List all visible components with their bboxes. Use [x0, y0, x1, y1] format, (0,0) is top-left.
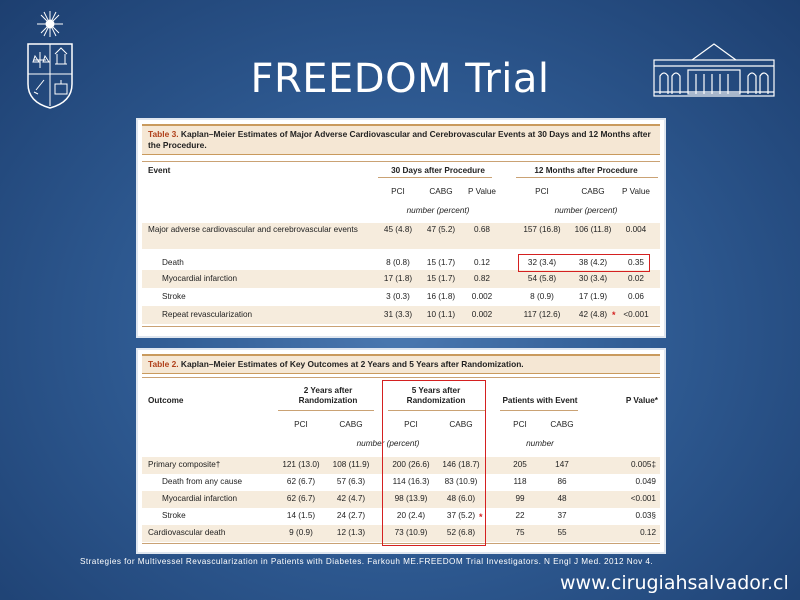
cell-cabg5: 48 (6.0) — [446, 494, 476, 503]
cell-cabg30: 16 (1.8) — [426, 292, 456, 301]
cell-cabg2: 24 (2.7) — [336, 511, 366, 520]
table-3-name: Table 3. — [148, 129, 179, 139]
group-header-5-years: 5 Years after Randomization — [406, 386, 466, 405]
cell-cabg30: 47 (5.2) — [426, 225, 456, 234]
cell-npci: 99 — [515, 494, 525, 503]
table-3-header-band — [142, 124, 660, 155]
highlight-box-death-12-months — [518, 254, 650, 272]
column-header-p12: P Value — [622, 187, 650, 196]
table-3-caption-text: Kaplan–Meier Estimates of Major Adverse Cardiovascular and Cerebrovascular Events at 30 Days and 12 Months after the Procedure. — [148, 129, 651, 150]
unit-label-number: number — [526, 439, 554, 448]
column-header-p30: P Value — [468, 187, 496, 196]
cell-p12: 0.02 — [628, 274, 644, 283]
annotation-star: * — [612, 310, 616, 320]
annotation-star: * — [479, 512, 483, 522]
cell-cabg5: 52 (6.8) — [446, 528, 476, 537]
table-2-caption — [142, 356, 660, 373]
row-label: Primary composite† — [148, 460, 221, 469]
cell-cabg12: 17 (1.9) — [578, 292, 608, 301]
row-label: Death from any cause — [162, 477, 243, 486]
cell-p30: 0.002 — [471, 310, 493, 319]
row-label: Stroke — [162, 511, 186, 520]
cell-p: 0.12 — [640, 528, 656, 537]
cell-cabg30: 15 (1.7) — [426, 258, 456, 267]
cell-cabg12: 106 (11.8) — [574, 225, 612, 234]
column-header-npci: PCI — [513, 420, 527, 429]
cell-p30: 0.12 — [474, 258, 490, 267]
row-label: Stroke — [162, 292, 186, 301]
cell-pci5: 200 (26.6) — [392, 460, 430, 469]
cell-cabg30: 15 (1.7) — [426, 274, 456, 283]
cell-p30: 0.002 — [471, 292, 493, 301]
cell-ncabg: 48 — [557, 494, 567, 503]
cell-pci12: 54 (5.8) — [527, 274, 557, 283]
column-header-cabg12: CABG — [581, 187, 605, 196]
cell-pci5: 20 (2.4) — [396, 511, 426, 520]
cell-ncabg: 55 — [557, 528, 567, 537]
cell-pci12: 8 (0.9) — [530, 292, 554, 301]
unit-label-12-months: number (percent) — [554, 206, 618, 215]
cell-cabg2: 57 (6.3) — [336, 477, 366, 486]
row-label: Major adverse cardiovascular and cerebrovascular events — [148, 225, 358, 234]
column-header-pci12: PCI — [535, 187, 549, 196]
table-2-header-band — [142, 354, 660, 374]
cell-pci2: 62 (6.7) — [286, 477, 316, 486]
cell-cabg2: 42 (4.7) — [336, 494, 366, 503]
cell-pci2: 14 (1.5) — [286, 511, 316, 520]
cell-p30: 0.68 — [474, 225, 490, 234]
group-rule — [278, 410, 374, 411]
group-header-12-months: 12 Months after Procedure — [534, 166, 638, 175]
cell-cabg12: 30 (3.4) — [578, 274, 608, 283]
table-2-caption-text: Kaplan–Meier Estimates of Key Outcomes at 2 Years and 5 Years after Randomization. — [180, 359, 524, 369]
cell-pci12: 117 (12.6) — [523, 310, 561, 319]
cell-npci: 75 — [515, 528, 525, 537]
cell-pci5: 114 (16.3) — [392, 477, 430, 486]
group-rule — [516, 177, 658, 178]
row-label: Myocardial infarction — [162, 494, 238, 503]
cell-p: 0.03§ — [635, 511, 656, 520]
cell-cabg5: 37 (5.2) — [446, 511, 476, 520]
unit-label-30-days: number (percent) — [406, 206, 470, 215]
group-rule — [500, 410, 578, 411]
cell-ncabg: 86 — [557, 477, 567, 486]
cell-ncabg: 37 — [557, 511, 567, 520]
website-link[interactable]: www.cirugiahsalvador.cl — [560, 572, 789, 594]
group-rule — [378, 177, 492, 178]
header-rule — [142, 161, 660, 162]
header-rule — [142, 377, 660, 378]
column-header-outcome: Outcome — [148, 396, 184, 405]
cell-ncabg: 147 — [555, 460, 569, 469]
cell-pci2: 9 (0.9) — [289, 528, 313, 537]
cell-cabg2: 108 (11.9) — [332, 460, 370, 469]
cell-p12: 0.06 — [628, 292, 644, 301]
row-label: Cardiovascular death — [148, 528, 226, 537]
cell-pci5: 98 (13.9) — [394, 494, 428, 503]
row-label: Myocardial infarction — [162, 274, 238, 283]
cell-pci30: 3 (0.3) — [386, 292, 410, 301]
group-header-30-days: 30 Days after Procedure — [391, 166, 485, 175]
cell-p: 0.049 — [635, 477, 656, 486]
group-header-2-years: 2 Years after Randomization — [298, 386, 358, 405]
group-header-patients-with-event: Patients with Event — [502, 396, 578, 405]
citation-text: Strategies for Multivessel Revascularization in Patients with Diabetes. Farkouh ME.FREEDOM Trial Investigators. N Engl J Med. 2012 Nov 4. — [80, 557, 654, 566]
column-header-pci2: PCI — [294, 420, 308, 429]
cell-p12: 0.004 — [625, 225, 647, 234]
unit-label-percent: number (percent) — [356, 439, 420, 448]
table-2-name: Table 2. — [148, 359, 179, 369]
cell-cabg30: 10 (1.1) — [426, 310, 456, 319]
cell-cabg12: 42 (4.8) — [578, 310, 608, 319]
highlight-box-5-years — [382, 380, 486, 546]
cell-p: <0.001 — [630, 494, 656, 503]
table-bottom-rule — [142, 326, 660, 327]
cell-pci2: 121 (13.0) — [282, 460, 320, 469]
cell-pci30: 8 (0.8) — [386, 258, 410, 267]
cell-pci30: 31 (3.3) — [383, 310, 413, 319]
cell-pci5: 73 (10.9) — [394, 528, 428, 537]
cell-p30: 0.82 — [474, 274, 490, 283]
row-label: Repeat revascularization — [162, 310, 253, 319]
cell-cabg5: 146 (18.7) — [442, 460, 480, 469]
column-header-pci5: PCI — [404, 420, 418, 429]
cell-cabg12: 38 (4.2) — [578, 258, 608, 267]
table-2-key-outcomes — [136, 348, 666, 554]
column-header-ncabg: CABG — [550, 420, 574, 429]
column-header-cabg2: CABG — [339, 420, 363, 429]
column-header-event: Event — [148, 166, 171, 175]
cell-pci12: 157 (16.8) — [523, 225, 561, 234]
slide-title: FREEDOM Trial — [250, 56, 550, 102]
cell-p: 0.005‡ — [630, 460, 656, 469]
row-label: Death — [162, 258, 184, 267]
table-3-mace — [136, 118, 666, 338]
cell-npci: 118 — [513, 477, 527, 486]
cell-pci12: 32 (3.4) — [527, 258, 557, 267]
cell-npci: 22 — [515, 511, 525, 520]
column-header-pci30: PCI — [391, 187, 405, 196]
cell-p12: 0.35 — [628, 258, 644, 267]
column-header-cabg30: CABG — [429, 187, 453, 196]
cell-cabg2: 12 (1.3) — [336, 528, 366, 537]
cell-npci: 205 — [513, 460, 527, 469]
table-3-caption — [142, 126, 660, 154]
column-header-cabg5: CABG — [449, 420, 473, 429]
cell-pci2: 62 (6.7) — [286, 494, 316, 503]
cell-pci30: 45 (4.8) — [383, 225, 413, 234]
column-header-p-value: P Value* — [625, 396, 658, 405]
cell-p12: <0.001 — [623, 310, 649, 319]
cell-pci30: 17 (1.8) — [383, 274, 413, 283]
cell-cabg5: 83 (10.9) — [444, 477, 478, 486]
